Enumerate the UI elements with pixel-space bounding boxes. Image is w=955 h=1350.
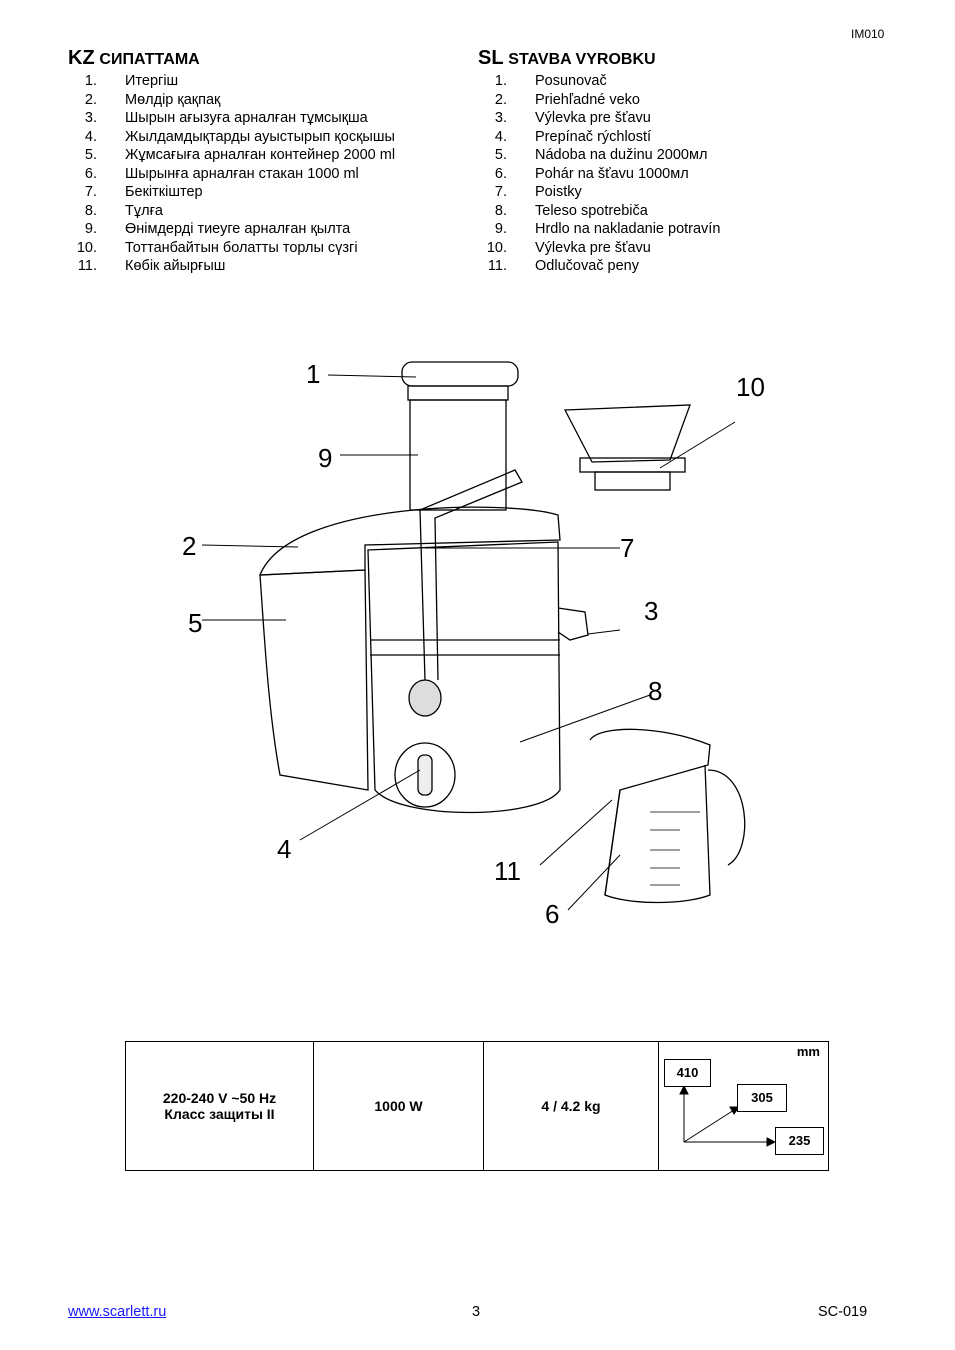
list-item: 2. Мөлдір қақпақ — [84, 91, 221, 108]
callout-10: 10 — [736, 372, 765, 402]
list-item: 11. Odlučovač peny — [487, 258, 639, 274]
document-id: IM010 — [851, 27, 885, 41]
list-item: 4. Жылдамдықтарды ауыстырып қосқышы — [84, 128, 395, 145]
callout-6: 6 — [545, 899, 560, 929]
page-number: 3 — [472, 1304, 481, 1320]
list-item: 1. Итергіш — [84, 73, 179, 89]
list-item: 3. Výlevka pre šťavu — [494, 110, 651, 126]
kz-heading — [68, 48, 468, 70]
pusher-cap — [402, 362, 518, 386]
kz-parts-list — [68, 72, 468, 276]
juice-spout — [558, 608, 588, 640]
callout-2: 2 — [182, 531, 197, 561]
dimension-depth: 305 — [737, 1084, 787, 1112]
callout-7: 7 — [620, 533, 635, 563]
list-item: 7. Бекіткіштер — [84, 184, 203, 200]
list-item: 4. Prepínač rýchlostí — [494, 128, 652, 145]
callout-5: 5 — [188, 608, 203, 638]
sl-title: STAVBA VYROBKU — [508, 51, 656, 68]
sl-parts-list — [478, 72, 878, 276]
list-item: 8. Тұлға — [84, 202, 163, 219]
locking-arm — [420, 470, 522, 680]
list-item: 6. Pohár na šťavu 1000мл — [494, 165, 689, 182]
motor-body — [368, 542, 560, 813]
list-item: 3. Шырын ағызуға арналған тұмсықша — [84, 110, 368, 126]
transparent-lid — [260, 507, 560, 575]
callout-4: 4 — [277, 834, 292, 864]
sl-section — [478, 48, 878, 276]
spec-table — [125, 1041, 829, 1171]
spec-weight: 4 / 4.2 kg — [484, 1042, 659, 1171]
locking-arm-pivot — [409, 680, 441, 716]
filter-basket — [565, 405, 690, 462]
pusher-collar — [408, 386, 508, 400]
list-item: 7. Poistky — [494, 184, 582, 200]
list-item: 10. Výlevka pre šťavu — [486, 239, 651, 256]
sl-heading — [478, 48, 878, 70]
spec-power: 1000 W — [314, 1042, 484, 1171]
list-item: 2. Priehľadné veko — [494, 91, 640, 108]
list-item: 8. Teleso spotrebiča — [494, 202, 648, 219]
kz-language-code: KZ — [68, 47, 95, 69]
list-item: 11. Көбік айырғыш — [77, 258, 226, 274]
speed-switch — [418, 755, 432, 795]
website-link[interactable]: www.scarlett.ru — [68, 1304, 167, 1320]
juicer-diagram — [180, 350, 780, 930]
list-item: 1. Posunovač — [494, 73, 607, 89]
spec-voltage-cell — [126, 1042, 314, 1171]
dimension-width: 235 — [775, 1127, 824, 1155]
dimension-height: 410 — [664, 1059, 711, 1087]
kz-section — [68, 48, 468, 276]
list-item: 6. Шырынға арналған стакан 1000 ml — [84, 165, 359, 182]
spec-dimensions-cell — [659, 1042, 829, 1171]
list-item: 5. Nádoba na dužinu 2000мл — [494, 147, 708, 163]
spec-voltage: 220-240 V ~50 Hz — [162, 1090, 277, 1106]
list-item: 5. Жұмсағыға арналған контейнер 2000 ml — [84, 147, 396, 163]
spec-protection-class: Класс защиты II — [164, 1106, 275, 1122]
callout-9: 9 — [318, 443, 333, 473]
callout-1: 1 — [306, 359, 321, 389]
model-number: SC-019 — [818, 1304, 868, 1320]
kz-title: СИПАТТАМА — [99, 51, 200, 68]
dimension-unit: mm — [796, 1044, 820, 1059]
table-row — [126, 1042, 829, 1171]
list-item: 9. Өнімдерді тиеуге арналған қылта — [84, 221, 351, 237]
sl-language-code: SL — [478, 47, 504, 69]
list-item: 9. Hrdlo na nakladanie potravín — [494, 221, 721, 237]
pulp-container — [260, 570, 368, 790]
callout-8: 8 — [648, 676, 663, 706]
list-item: 10. Тоттанбайтын болатты торлы сүзгі — [76, 239, 358, 256]
callout-11: 11 — [494, 856, 521, 886]
jug-handle — [708, 770, 745, 865]
callout-3: 3 — [644, 596, 659, 626]
